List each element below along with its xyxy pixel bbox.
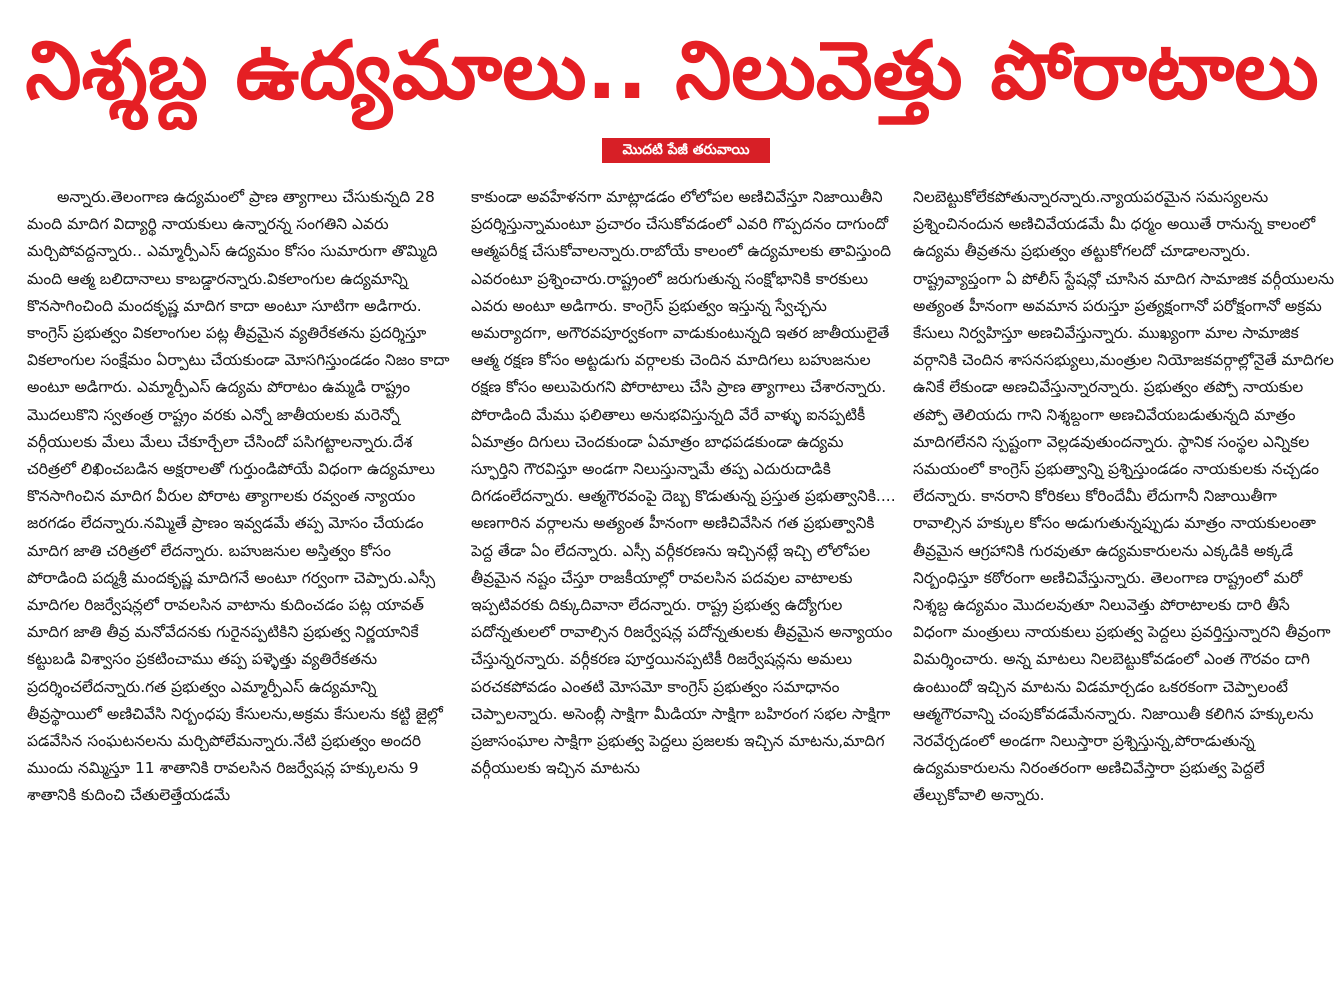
headline: నిశ్శబ్ద ఉద్యమాలు.. నిలువెత్తు పోరాటాలు xyxy=(25,24,1319,117)
continuation-label: మొదటి పేజీ తరువాయి xyxy=(602,138,770,163)
article-column-1: అన్నారు.తెలంగాణ ఉద్యమంలో ప్రాణ త్యాగాలు చేసుకున్నది 28 మంది మాదిగ విద్యార్థి నాయకులు ఉన్నారన్న సంగతిని ఎవరు మర్చిపోవద్దన్నారు.. ఎమ్మార్పీఎస్ ఉద్యమం కోసం సుమారుగా తొమ్మిది మంది ఆత్మ బలిదానాలు కాబడ్డారన్నారు.వికలాంగుల ఉద్యమాన్ని కొనసాగించింది మందకృష్ణ మాదిగ కాదా అంటూ సూటిగా అడిగారు. కాంగ్రెస్ ప్రభుత్వం వికలాంగుల పట్ల తీవ్రమైన వ్యతిరేకతను ప్రదర్శిస్తూ వికలాంగుల సంక్షేమం ఏర్పాటు చేయకుండా మోసగిస్తుండడం నిజం కాదా అంటూ అడిగారు. ఎమ్మార్పీఎస్ ఉద్యమ పోరాటం ఉమ్మడి రాష్ట్రం మొదలుకొని స్వతంత్ర రాష్ట్రం వరకు ఎన్నో జాతీయలకు మరెన్నో వర్గీయులకు మేలు మేలు చేకూర్చేలా చేసిందో పసిగట్టాలన్నారు.దేశ చరిత్రలో లిఖించబడిన అక్షరాలతో గుర్తుండిపోయే విధంగా ఉద్యమాలు కొనసాగించిన మాదిగ వీరుల పోరాట త్యాగాలకు రవ్వంత న్యాయం జరగడం లేదన్నారు.నమ్మితే ప్రాణం ఇవ్వడమే తప్ప మోసం చేయడం మాదిగ జాతి చరిత్రలో లేదన్నారు. బహుజనుల అస్తిత్వం కోసం పోరాడింది పద్మశ్రీ మందకృష్ణ మాదిగనే అంటూ గర్వంగా చెప్పారు.ఎస్సీ మాదిగల రిజర్వేషన్లలో రావలసిన వాటాను కుదించడం పట్ల యావత్ మాదిగ జాతి తీవ్ర మనోవేదనకు గురైనప్పటికిని ప్రభుత్వ నిర్ణయానికే కట్టుబడి విశ్వాసం ప్రకటించాము తప్ప పళ్ళెత్తు వ్యతిరేకతను ప్రదర్శించలేదన్నారు.గత ప్రభుత్వం ఎమ్మార్పీఎస్ ఉద్యమాన్ని తీవ్రస్థాయిలో అణిచివేసి నిర్బంధపు కేసులను,అక్రమ కేసులను కట్టి జైల్లో పడవేసిన సంఘటనలను మర్చిపోలేమన్నారు.నేటి ప్రభుత్వం అందరి ముందు నమ్మిస్తూ 11 శాతానికి రావలసిన రిజర్వేషన్ల హక్కులను 9 శాతానికి కుదించి చేతులెత్తేయడమే xyxy=(27,188,450,805)
article-column-3: నిలబెట్టుకోలేకపోతున్నారన్నారు.న్యాయపరమైన సమస్యలను ప్రశ్నించినందున అణిచివేయడమే మీ ధర్మం అయితే రానున్న కాలంలో ఉద్యమ తీవ్రతను ప్రభుత్వం తట్టుకోగలదో చూడాలన్నారు. రాష్ట్రవ్యాప్తంగా ఏ పోలీస్ స్టేషన్లో చూసిన మాదిగ సామాజిక వర్గీయులను అత్యంత హీనంగా అవమాన పరుస్తూ ప్రత్యక్షంగానో పరోక్షంగానో అక్రమ కేసులు నిర్వహిస్తూ అణచివేస్తున్నారు. ముఖ్యంగా మాల సామాజిక వర్గానికి చెందిన శాసనసభ్యులు,మంత్రుల నియోజకవర్గాల్లోనైతే మాదిగల ఉనికే లేకుండా అణచివేస్తున్నారన్నారు. ప్రభుత్వం తప్పో నాయకుల తప్పో తెలియదు గాని నిశ్శబ్దంగా అణచివేయబడుతున్నది మాత్రం మాదిగలేనని స్పష్టంగా వెల్లడవుతుందన్నారు. స్థానిక సంస్థల ఎన్నికల సమయంలో కాంగ్రెస్ ప్రభుత్వాన్ని ప్రశ్నిస్తుండడం నాయకులకు నచ్చడం లేదన్నారు. కానరాని కోరికలు కోరిందేమీ లేదుగానీ నిజాయితీగా రావాల్సిన హక్కుల కోసం అడుగుతున్నప్పుడు మాత్రం నాయకులంతా తీవ్రమైన ఆగ్రహానికి గురవుతూ ఉద్యమకారులను ఎక్కడికి అక్కడే నిర్బంధిస్తూ కఠోరంగా అణిచివేస్తున్నారు. తెలంగాణ రాష్ట్రంలో మరో నిశ్శబ్ద ఉద్యమం మొదలవుతూ నిలువెత్తు పోరాటాలకు దారి తీసే విధంగా మంత్రులు నాయకులు ప్రభుత్వ పెద్దలు ప్రవర్తిస్తున్నారని తీవ్రంగా విమర్శించారు. అన్న మాటలు నిలబెట్టుకోవడంలో ఎంత గౌరవం దాగి ఉంటుందో ఇచ్చిన మాటను విడమార్చడం ఒకరకంగా చెప్పాలంటే ఆత్మగౌరవాన్ని చంపుకోవడమేనన్నారు. నిజాయితీ కలిగిన హక్కులను నెరవేర్చడంలో అండగా నిలుస్తారా ప్రశ్నిస్తున్న,పోరాడుతున్న ఉద్యమకారులను నిరంతరంగా అణిచివేస్తారా ప్రభుత్వ పెద్దలే తేల్చుకోవాలి అన్నారు. xyxy=(913,188,1335,805)
article-column-2: కాకుండా అవహేళనగా మాట్లాడడం లోలోపల అణిచివేస్తూ నిజాయితీని ప్రదర్శిస్తున్నామంటూ ప్రచారం చేసుకోవడంలో ఎవరి గొప్పదనం దాగుందో ఆత్మపరీక్ష చేసుకోవాలన్నారు.రాబోయే కాలంలో ఉద్యమాలకు తావిస్తుంది ఎవరంటూ ప్రశ్నించారు.రాష్ట్రంలో జరుగుతున్న సంక్షోభానికి కారకులు ఎవరు అంటూ అడిగారు. కాంగ్రెస్ ప్రభుత్వం ఇస్తున్న స్వేచ్ఛను అమర్యాదగా, అగౌరవపూర్వకంగా వాడుకుంటున్నది ఇతర జాతీయులైతే ఆత్మ రక్షణ కోసం అట్టడుగు వర్గాలకు చెందిన మాదిగలు బహుజనుల రక్షణ కోసం అలుపెరుగని పోరాటాలు చేసి ప్రాణ త్యాగాలు చేశారన్నారు. పోరాడింది మేము ఫలితాలు అనుభవిస్తున్నది వేరే వాళ్ళు ఐనప్పటికీ ఏమాత్రం దిగులు చెందకుండా ఏమాత్రం బాధపడకుండా ఉద్యమ స్ఫూర్తిని గౌరవిస్తూ అండగా నిలుస్తున్నామే తప్ప ఎదురుదాడికి దిగడంలేదన్నారు. ఆత్మగౌరవంపై దెబ్బ కొడుతున్న ప్రస్తుత ప్రభుత్వానికి.... అణగారిన వర్గాలను అత్యంత హీనంగా అణిచివేసిన గత ప్రభుత్వానికి పెద్ద తేడా ఏం లేదన్నారు. ఎస్సీ వర్గీకరణను ఇచ్చినట్లే ఇచ్చి లోలోపల తీవ్రమైన నష్టం చేస్తూ రాజకీయాల్లో రావలసిన పదవుల వాటాలకు ఇప్పటివరకు దిక్కుదివానా లేదన్నారు. రాష్ట్ర ప్రభుత్వ ఉద్యోగుల పదోన్నతులలో రావాల్సిన రిజర్వేషన్ల పదోన్నతులకు తీవ్రమైన అన్యాయం చేస్తున్నరన్నారు. వర్గీకరణ పూర్తయినప్పటికీ రిజర్వేషన్లను అమలు పరచకపోవడం ఎంతటి మోసమో కాంగ్రెస్ ప్రభుత్వం సమాధానం చెప్పాలన్నారు. అసెంబ్లీ సాక్షిగా మీడియా సాక్షిగా బహిరంగ సభల సాక్షిగా ప్రజాసంఘాల సాక్షిగా ప్రభుత్వ పెద్దలు ప్రజలకు ఇచ్చిన మాటను,మాదిగ వర్గీయులకు ఇచ్చిన మాటను xyxy=(471,188,896,778)
